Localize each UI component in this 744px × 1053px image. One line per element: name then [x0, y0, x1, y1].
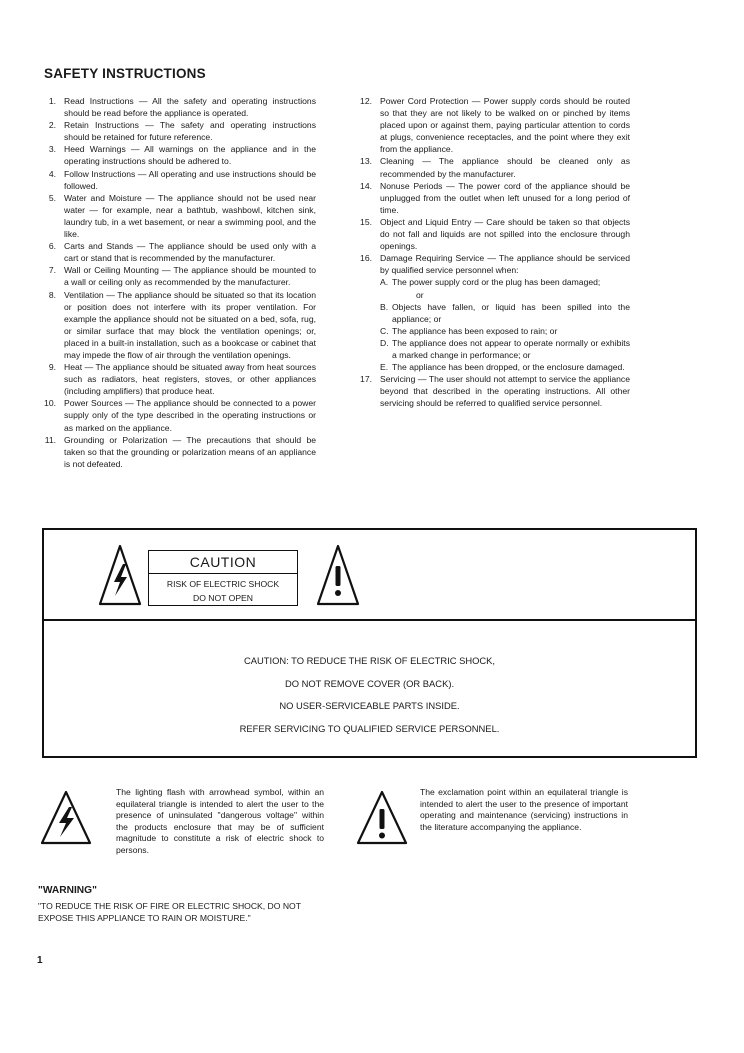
item-number: 4.: [48, 168, 56, 179]
page-number: 1: [37, 955, 43, 966]
safety-item: [42, 143, 316, 167]
item-text: Ventilation — The appliance should be situated so that its location or position does not interfere with its proper ventilation. For example the appliance should not be situated on a bed, sofa, rug, or similar surface that may block the ventilation openings; or, placed in a built-in installation, such as a bookcase or cabinet that may impede the flow of air through the ventilation openings.: [64, 289, 316, 360]
caution-do-not-open: DO NOT OPEN: [192, 593, 253, 603]
item-text: Wall or Ceiling Mounting — The appliance should be mounted to a wall or ceiling only as recommended by the manufacturer.: [64, 265, 316, 288]
safety-list-left: [42, 95, 316, 470]
subitem-text: The power supply cord or the plug has been damaged;: [392, 277, 601, 288]
safety-item: [358, 252, 630, 373]
item-number: 16.: [360, 253, 372, 264]
safety-item: [42, 397, 316, 433]
safety-item: [42, 434, 316, 470]
item-text: Nonuse Periods — The power cord of the appliance should be unplugged from the outlet when left unused for a long period of time.: [380, 180, 630, 215]
damage-subitem: [380, 337, 630, 361]
caution-line: REFER SERVICING TO QUALIFIED SERVICE PERSONNEL.: [239, 722, 500, 734]
safety-item: [358, 373, 630, 409]
item-text: Damage Requiring Service — The appliance should be serviced by qualified service personnel when:: [380, 253, 630, 276]
safety-item: [42, 168, 316, 192]
subitem-letter: B.: [380, 301, 389, 312]
lightning-explanation: The lighting flash with arrowhead symbol, within an equilateral triangle is intended to alert the user to the presence of uninsulated "dangerous voltage" within the products enclosure that may be of sufficient magnitude to constitute a risk of electric shock to persons.: [116, 787, 324, 855]
damage-subitem: [380, 276, 630, 300]
item-text: Object and Liquid Entry — Care should be taken so that objects do not fall and liquids are not spilled into the enclosure through openings.: [380, 216, 630, 252]
subitem-text: The appliance has been exposed to rain; or: [392, 325, 558, 336]
item-number: 11.: [44, 434, 56, 445]
warning-text: "TO REDUCE THE RISK OF FIRE OR ELECTRIC SHOCK, DO NOT EXPOSE THIS APPLIANCE TO RAIN OR MOISTURE.": [38, 901, 301, 923]
damage-subitem: [380, 361, 630, 373]
item-number: 9.: [48, 362, 56, 373]
item-number: 3.: [48, 144, 56, 155]
safety-item: [42, 240, 316, 264]
warning-title: "WARNING": [38, 885, 97, 896]
damage-subitems: [380, 276, 630, 373]
item-number: 15.: [360, 216, 372, 227]
item-number: 17.: [360, 374, 372, 385]
caution-risk-text: RISK OF ELECTRIC SHOCK: [166, 579, 280, 589]
lightning-triangle-icon: [40, 790, 92, 846]
safety-item: [358, 216, 630, 252]
damage-subitem: [380, 301, 630, 325]
exclamation-warning-icon: [316, 544, 360, 606]
item-text: Power Cord Protection — Power supply cords should be routed so that they are not likely to be walked on or pinched by items placed upon or against them, paying particular attention to cords at plugs, convenience receptacles, and the point where they exit from the appliance.: [380, 96, 630, 155]
subitem-text: Objects have fallen, or liquid has been spilled into the appliance; or: [392, 301, 630, 324]
item-number: 8.: [48, 289, 56, 300]
caution-line: CAUTION: TO REDUCE THE RISK OF ELECTRIC SHOCK,: [243, 655, 496, 666]
subitem-letter: D.: [380, 337, 389, 348]
item-number: 6.: [48, 241, 56, 252]
item-number: 7.: [48, 265, 56, 276]
damage-subitem: [380, 325, 630, 337]
page-title: SAFETY INSTRUCTIONS: [44, 66, 206, 81]
subitem-text: The appliance has been dropped, or the enclosure damaged.: [392, 362, 625, 373]
caution-line: NO USER-SERVICEABLE PARTS INSIDE.: [279, 700, 460, 711]
caution-label: [148, 550, 298, 606]
item-number: 10.: [44, 398, 56, 409]
safety-item: [358, 180, 630, 216]
item-text: Retain Instructions — The safety and operating instructions should be retained for future reference.: [64, 120, 316, 143]
lightning-warning-icon: [98, 544, 142, 606]
item-text: Grounding or Polarization — The precautions that should be taken so that the grounding or polarization means of an appliance is not defeated.: [64, 434, 316, 469]
caution-heading: CAUTION: [149, 551, 297, 574]
item-number: 5.: [48, 192, 56, 203]
caution-box-header: [44, 530, 695, 621]
item-text: Power Sources — The appliance should be connected to a power supply only of the type described in the operating instructions or as marked on the appliance.: [64, 398, 316, 433]
item-text: Cleaning — The appliance should be cleaned only as recommended by the manufacturer.: [380, 156, 630, 179]
safety-item: [42, 289, 316, 362]
item-text: Heat — The appliance should be situated away from heat sources such as radiators, heat registers, stoves, or other appliances (including amplifiers) that produce heat.: [64, 362, 316, 397]
safety-item: [358, 95, 630, 155]
safety-item: [358, 155, 630, 179]
subitem-letter: E.: [380, 362, 389, 373]
safety-item: [42, 95, 316, 119]
safety-item: [42, 119, 316, 143]
item-number: 14.: [360, 180, 372, 191]
caution-line: DO NOT REMOVE COVER (OR BACK).: [284, 677, 455, 689]
subitem-text: The appliance does not appear to operate normally or exhibits a marked change in performance; or: [392, 337, 630, 360]
item-text: Heed Warnings — All warnings on the appliance and in the operating instructions should be adhered to.: [64, 144, 316, 167]
item-number: 1.: [48, 96, 56, 106]
item-text: Water and Moisture — The appliance should not be used near water — for example, near a bathtub, washbowl, kitchen sink, laundry tub, in a wet basement, or near a swimming pool, and the like.: [64, 192, 316, 240]
safety-item: [42, 361, 316, 397]
safety-list-right: [358, 95, 630, 409]
caution-statement: [44, 650, 695, 740]
item-text: Follow Instructions — All operating and use instructions should be followed.: [64, 168, 316, 191]
item-text: Servicing — The user should not attempt to service the appliance beyond that described in the operating instructions. All other servicing should be referred to qualified service personnel.: [380, 374, 630, 409]
subitem-or: or: [416, 289, 424, 300]
safety-item: [42, 192, 316, 240]
item-number: 2.: [48, 120, 56, 131]
item-text: Carts and Stands — The appliance should be used only with a cart or stand that is recommended by the manufacturer.: [64, 241, 316, 264]
subitem-letter: A.: [380, 277, 389, 288]
item-number: 12.: [360, 96, 372, 106]
item-number: 13.: [360, 156, 372, 167]
safety-item: [42, 264, 316, 288]
exclamation-triangle-icon: [356, 790, 408, 846]
caution-box: [42, 528, 697, 758]
subitem-letter: C.: [380, 325, 389, 336]
item-text: Read Instructions — All the safety and operating instructions should be read before the appliance is operated.: [64, 96, 316, 119]
exclamation-explanation: The exclamation point within an equilateral triangle is intended to alert the user to the presence of important operating and maintenance (servicing) instructions in the literature accompanying the appliance.: [420, 787, 628, 832]
